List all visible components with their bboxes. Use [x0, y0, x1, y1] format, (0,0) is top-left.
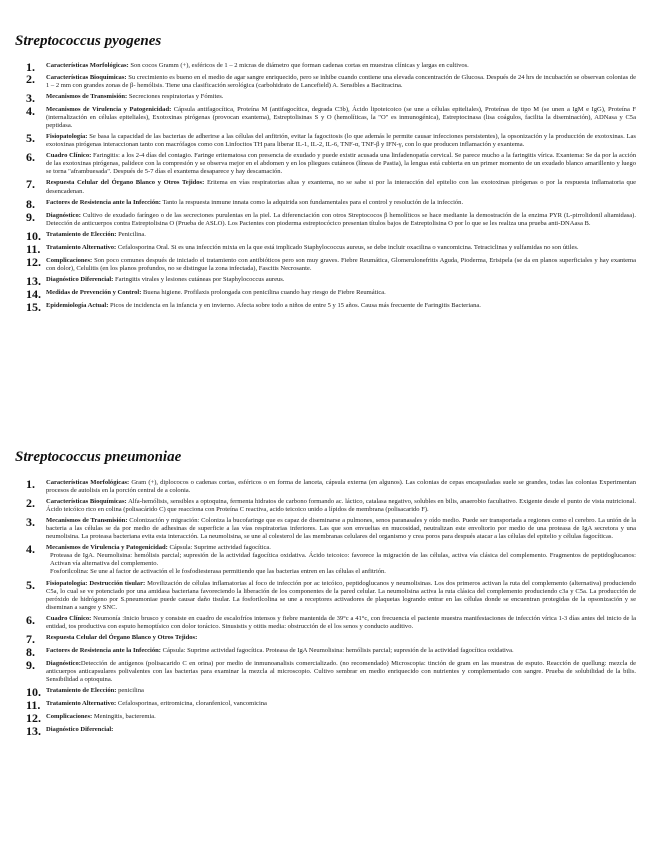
- list-item: [26, 644, 636, 659]
- item-text: Eritema en vías respiratorias altas y exantema, no se sabe si por la interacción del epitelio con las exotoxinas pirógenas o por la respuesta inflamatoria que desencadenan.: [46, 179, 636, 195]
- list-item: [26, 631, 636, 646]
- item-number: 10.: [26, 684, 41, 699]
- item-label: Diagnóstico Diferencial:: [46, 275, 114, 283]
- pneumoniae-list: [26, 479, 636, 736]
- item-number: 5.: [26, 577, 35, 592]
- item-label: Mecanismos de Virulencia y Patogenicidad:: [46, 544, 168, 552]
- item-text: Picos de incidencia en la infancia y en invierno. Afecta sobre todo a niños de entre 5 y 15 años. Causa más frecuente de Faringitis Bacteriana.: [108, 301, 481, 309]
- item-text: Gram (+), diplococos o cadenas cortas, esféricos o en forma de lanceta, cápsula externa (en algunos). Las colonias de cepas encapsuladas suele se grandes, todas las colonias Experimentan procesos de autolisis en la porción central de a colonia.: [46, 479, 636, 495]
- item-number: 1.: [26, 477, 35, 491]
- list-item: [26, 254, 636, 273]
- item-number: 9.: [26, 657, 35, 672]
- item-label: Factores de Resistencia ante la Infección:: [46, 646, 161, 654]
- item-text: Tanto la respuesta inmune innata como la adquirida son fundamentales para el control y resolución de la infección.: [160, 198, 464, 206]
- item-text: Meningitis, bacteremia.: [92, 712, 156, 720]
- item-number: 14.: [26, 286, 41, 301]
- item-label: Características Morfológicas:: [46, 479, 130, 486]
- item-label: Tratamiento Alternativo:: [46, 699, 117, 707]
- list-item: [26, 179, 636, 195]
- list-item: [26, 710, 636, 725]
- list-item: [26, 577, 636, 612]
- item-label: Complicaciones:: [46, 256, 93, 264]
- item-label: Complicaciones:: [46, 712, 93, 720]
- item-text: Faringitis virales y lesiones cutáneas por Staphylococcus aureus.: [113, 275, 285, 283]
- item-text: Penicilina.: [116, 230, 146, 238]
- item-text: Secreciones respiratorias y Fómites.: [127, 93, 224, 101]
- item-text: Neumonía :Inicio brusco y consiste en cuadro de escalofríos intensos y fiebre mantenida de 39°c a 41°c, con frecuencia el paciente muestra manifestaciones de infección vírica 1-3 días antes del inicio de la entidad, tos productiva con esputo hemoptísico con dolor torácico. Sinusistis y otitis media: obstrucción de el los senos y conducto auditivo.: [46, 614, 636, 630]
- item-number: 12.: [26, 710, 41, 725]
- item-number: 6.: [26, 612, 35, 627]
- list-item: [26, 479, 636, 495]
- item-text: Son cocos Gramm (+), esféricos de 1 – 2 micras de diámetro que forman cadenas cortas en muestras clínicas y largas en cultivos.: [128, 62, 469, 69]
- list-item: [26, 133, 636, 149]
- item-label: Características Bioquímicas:: [46, 74, 127, 81]
- item-text: Cultivo de exudado faríngeo o de las secreciones purulentas en la piel. La diferenciación con otros Streptococos β hemolíticos se hace mediante la demostración de la enzima PYR (L-pirrolidonil aliamidasa). Detección de anticuerpos contra Estreptolisina O (Prueba de ASLO). Los Pacientes con pioderma estreptocócico presentan títulos bajos de Estreptolisina O por lo que se les realiza una prueba anti-DNAasa B.: [46, 211, 636, 227]
- item-number: 8.: [26, 196, 35, 211]
- item-text: penicilina: [116, 686, 144, 694]
- list-item: [26, 299, 636, 314]
- item-label: Mecanismos de Virulencia y Patogenicidad:: [46, 106, 172, 114]
- item-number: 7.: [26, 177, 35, 192]
- item-number: 15.: [26, 299, 41, 314]
- section-title-pneumoniae: Streptococcus pneumoniae: [15, 449, 182, 465]
- item-text: Buena higiene. Profilaxis prolongada con penicilina cuando hay riesgo de Fiebre Reumática.: [141, 288, 386, 296]
- item-number: 11.: [26, 697, 41, 712]
- item-label: Características Bioquímicas:: [46, 498, 127, 506]
- item-number: 6.: [26, 150, 35, 165]
- item-text: Alfa-hemólisis, sensibles a optoquina, fermenta hidratos de carbono formando ac. láctico, catalasa negativo, solubles en bilis, anaerobio facultativo. Exigente desde el punto de vista nutricional. Ácido teicóico rico en colina (polisacárido C) que reacciona con Proteína C reactiva, acido teicoico unido a lípidos de membrana (polisacarido F).: [46, 498, 636, 514]
- item-number: 2.: [26, 72, 35, 86]
- item-number: 10.: [26, 228, 41, 243]
- item-label: Epidemiología Actual:: [46, 301, 109, 309]
- item-label: Cuadro Clínico:: [46, 614, 92, 622]
- section-title-pyogenes: Streptococcus pyogenes: [15, 33, 162, 49]
- item-number: 3.: [26, 515, 35, 530]
- item-number: 12.: [26, 254, 41, 269]
- item-number: 5.: [26, 131, 35, 146]
- item-label: Mecanismos de Transmisión:: [46, 517, 128, 525]
- item-label: Mecanismos de Transmisión:: [46, 93, 128, 101]
- item-text: Cápsula: Suprime actividad fagocítica. Proteasa de IgA Neumolisina: hemólisis parcial; supresión de la actividad fagocítica oxidativa.: [160, 646, 514, 654]
- list-item: [26, 196, 636, 211]
- item-number: 3.: [26, 91, 35, 106]
- item-label: Tratamiento de Elección:: [46, 686, 117, 694]
- item-number: 13.: [26, 723, 41, 738]
- item-label: Respuesta Celular del Órgano Blanco y Otros Tejidos:: [46, 179, 205, 187]
- list-item: [26, 498, 636, 514]
- list-item: [26, 697, 636, 712]
- list-item: [26, 152, 636, 176]
- item-number: 2.: [26, 496, 35, 511]
- item-text: Cefalosporinas, eritromicina, cloranfenicol, vancomicina: [116, 699, 267, 707]
- item-number: 1.: [26, 60, 35, 74]
- item-label: Medidas de Prevención y Control:: [46, 288, 142, 296]
- list-item: [26, 723, 636, 738]
- list-item: [26, 273, 636, 288]
- item-label: Cuadro Clínico:: [46, 152, 92, 160]
- item-text: Son poco comunes después de iniciado el tratamiento con antibióticos pero son muy graves. Fiebre Reumática, Glomerulonefritis Aguda, Pioderma, Erisipela (se da en planos superficiales y hay exantema con dolor), Celulitis (en los planos profundos, no se distingue la zona infectada), Fascitis Necrosante.: [46, 256, 636, 272]
- list-item: [26, 74, 636, 90]
- item-text: Cápsula antifagocítica, Proteína M (antifagocítica, degrada C3b), Ácido lipoteicoico (se une a células epiteliales), Proteínas de tipo M (se unen a IgM e IgG), Proteína F (internalización en células epiteliales), Exotoxinas pirógenas (provocan exantema), Estreptolisinas S y O (hemolíticas, la "O" es inmunogénica), Estreptocinasa (lisa coágulos, facilita la diseminación), ADNasa y C5a peptidasa.: [46, 106, 636, 130]
- item-label: Respuesta Celular del Órgano Blanco y Otros Tejidos:: [46, 633, 198, 641]
- item-subtext: Proteasa de IgA. Neumolisina: hemólisis parcial; supresión de la actividad fagocítica oxidativa. Ácido teicoico: favorece la migración de las células, activa vía clásica del complemento. Fragmentos de peptidoglucanos: Activan vía alternativa del complemento.: [50, 552, 636, 568]
- item-label: Diagnóstico Diferencial:: [46, 725, 114, 733]
- list-item: [26, 228, 636, 243]
- item-label: Diagnóstico:: [46, 659, 81, 667]
- list-item: [26, 106, 636, 130]
- item-text: Faringitis: a los 2-4 días del contagio. Faringe eritematosa con presencia de exudado y puede existir acusada una linfadenopatía cervical. Se parece mucho a la faringitis vírica. Exantema: Se da por la acción de las exotoxinas pirógenas, palidece con la compresión y se observa mejor en el abdomen y en los pliegues cutáneos (líneas de Pastia), la lengua está cubierta en un primer momento de un exudado blanco amarillento y luego se torna "aframbuesada". Después de 5-7 días el exantema desaparece y hay descamación.: [46, 152, 637, 176]
- item-number: 4.: [26, 104, 35, 119]
- item-text: Se basa la capacidad de las bacterias de adherirse a las células del anfitrión, evitar la fagocitosis (lo que además le permite causar infecciones persistentes), la opsonización y la producción de exotoxinas. Las exotoxinas pirógenas interaccionan tanto con macrófagos como con Linfocitos TH para liberar IL-1, IL-2, IL-6, TNF-α, TNF-β y IFN-γ, con lo que producen inflamación y exantema.: [46, 133, 636, 149]
- list-item: [26, 62, 636, 72]
- item-label: Tratamiento Alternativo:: [46, 243, 117, 251]
- item-text: Cefalosporina Oral. Si es una infección mixta en la que está implicado Staphylococcus aureus, se debe incluir oxacilina o vancomicina. Tetraciclinas y sulfamidas no son útiles.: [116, 243, 579, 251]
- list-item: [26, 91, 636, 106]
- item-text: Colonización y migración: Coloniza la bucofaringe que es capaz de diseminarse a pulmones, senos paranasales y oído medio. Puede ser transportada a regiones como el cerebro. La unión de la bacteria a las células se da por medio de adhesinas de superficie a las vías respiratorias inferiores. Las que son envueltas en mucosidad, neutralizan este envoltorio por medio de una proteasa de IgA secretora y una neumolisina. La proteasa bacteriana evita esta interacción. La neumolisina, se une al colesterol de las membranas celulares del organismo y crea poros para después atacar a las células del epitelio y células fagocíticas.: [46, 517, 636, 541]
- item-label: Fisiopatología:: [46, 133, 88, 141]
- item-text: Detección de antígenos (polisacarido C en orina) por medio de inmunoanalisis comercializado. (no recomendado) Microscopia: tinción de gram en las muestras de esputo. Reacción de quellung: mezcla de anticuerpos anticapsulares polivalentes con las bacterias para examinar la mezcla al microscopio. Cultivo sembrar en medio enriquecido con nutrientes y complementado con sangre. Prueba de solubilidad de la bilis. Sensibilidad a optoquina.: [46, 659, 636, 683]
- item-label: Características Morfológicas:: [46, 62, 129, 69]
- item-number: 7.: [26, 631, 35, 646]
- list-item: [26, 612, 636, 631]
- item-label: Diagnóstico:: [46, 211, 81, 219]
- item-number: 9.: [26, 209, 35, 224]
- list-item: [26, 241, 636, 256]
- item-text: Su crecimiento es bueno en el medio de agar sangre enriquecido, pero se inhibe cuando contiene una elevada concentración de Glucosa. Después de 24 hrs de incubación se observan colonias de 1 – 2 mm con grandes zonas de β- hemólisis. Tiene una clasificación serológica (carbohidrato de Lancefield) A. Sensibles a Bacitracina.: [46, 74, 636, 90]
- list-item: [26, 286, 636, 301]
- list-item: [26, 684, 636, 699]
- item-subtext: Fosforilcolina: Se une al factor de activación el le fosfodiesterasa permitiendo que las bacterias entren en las células el anfitrión.: [50, 568, 386, 576]
- item-number: 4.: [26, 542, 35, 557]
- item-text: Movilización de células inflamatorias al foco de infección por ac teicóico, peptidoglucanos y neumolisinas. Los dos primeros activan la ruta del complemento (alternativa) produciendo C5a, lo cual se ve potenciado por una amidasa bacteriana favoreciendo la liberación de los componentes de la pared celular. La neumolisina activa la ruta clásica del complemento produciendo c3a y C5a. La producción de peróxido de hidrógeno por S.pneumoniae puede causar daño tisular. La fosforilcolina se une a receptores activadores de plaquetas logrando entrar en las células donde se encuentran protegidas de la opsonización y se diseminan a sangre y SNC.: [46, 579, 636, 611]
- item-number: 8.: [26, 644, 35, 659]
- pyogenes-list: [26, 62, 636, 312]
- list-item: [26, 544, 636, 576]
- list-item: [26, 517, 636, 541]
- item-number: 11.: [26, 241, 41, 256]
- item-text: Cápsula: Suprime actividad fagocítica.: [167, 544, 271, 552]
- list-item: [26, 657, 636, 684]
- item-label: Factores de Resistencia ante la Infección:: [46, 198, 161, 206]
- list-item: [26, 209, 636, 228]
- item-label: Tratamiento de Elección:: [46, 230, 117, 238]
- item-label: Fisiopatología: Destrucción tisular:: [46, 579, 146, 587]
- item-number: 13.: [26, 273, 41, 288]
